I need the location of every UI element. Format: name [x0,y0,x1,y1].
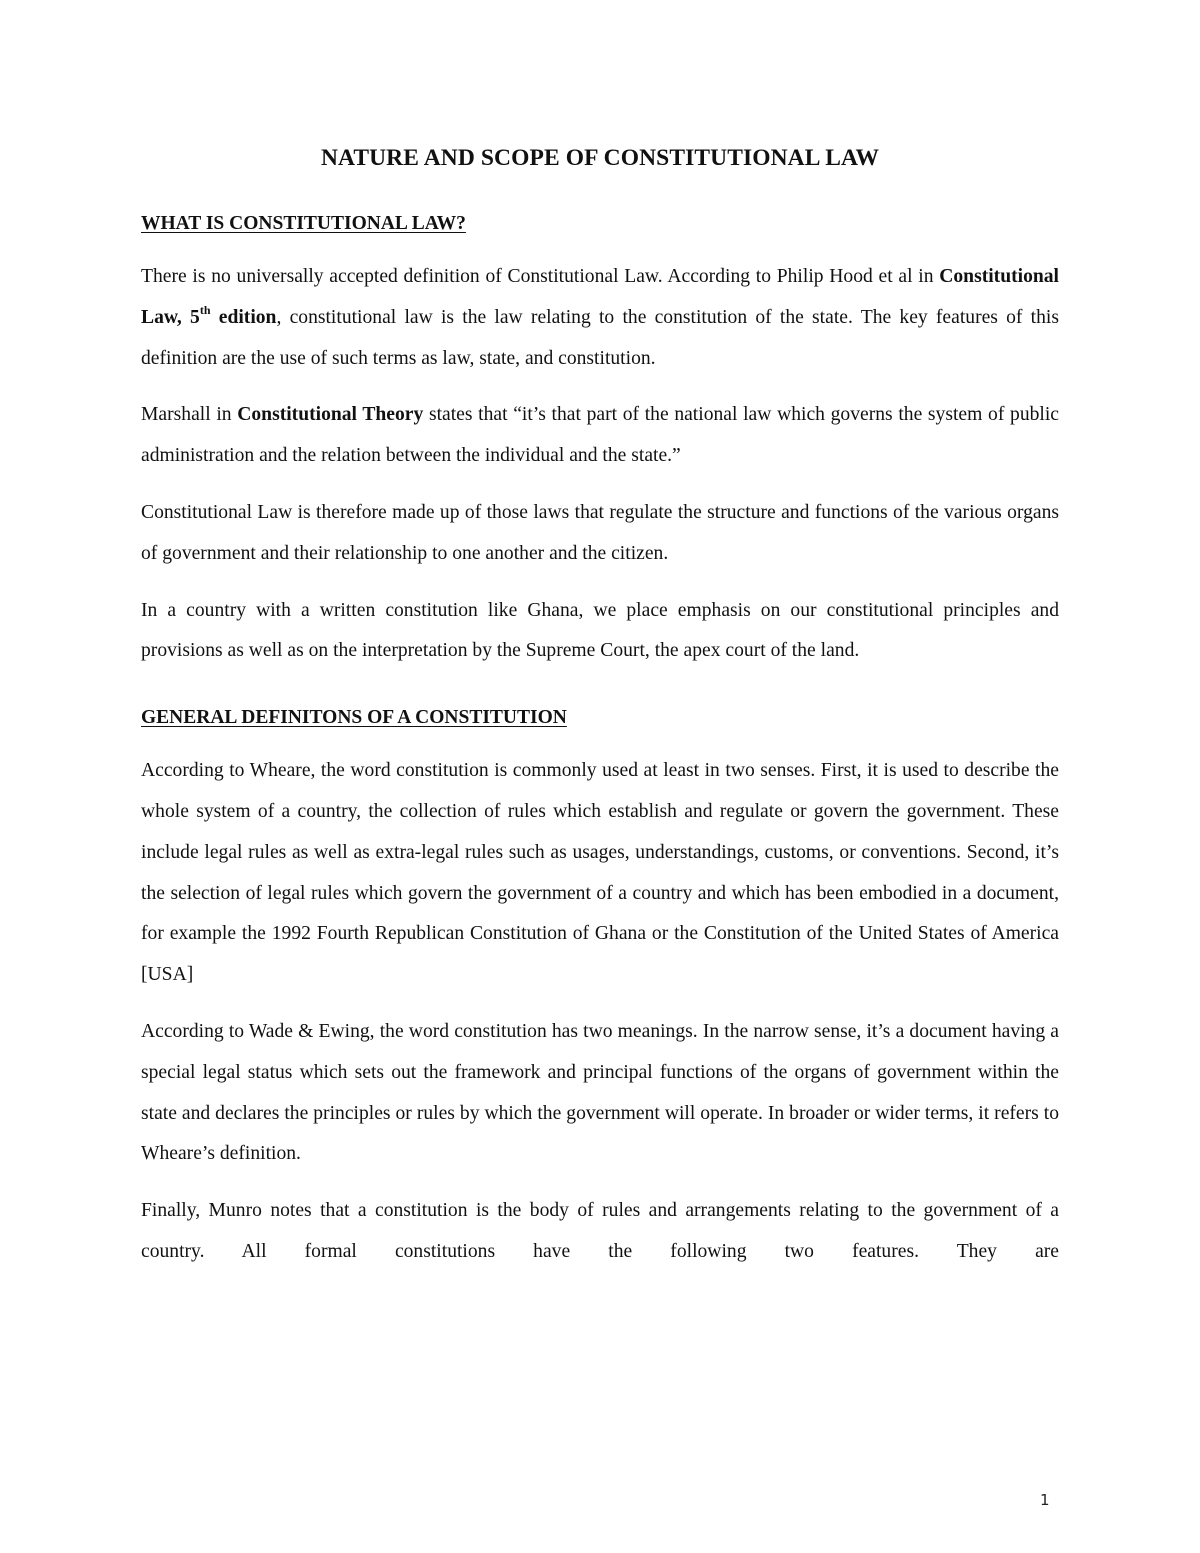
book-title-constitutional-theory: Constitutional Theory [237,404,424,426]
document-title: NATURE AND SCOPE OF CONSTITUTIONAL LAW [320,145,880,171]
section-heading-general-definitions: GENERAL DEFINITONS OF A CONSTITUTION [141,707,567,729]
document-body [141,138,1059,1273]
paragraph-wheare-definition: According to Wheare, the word constitution is commonly used at least in two senses. First, it is used to describe the whole system of a country, the collection of rules which establish and regulate or govern the government. These include legal rules as well as extra-legal rules such as usages, understandings, customs, or conventions. Second, it’s the selection of legal rules which govern the government of a country and which has been embodied in a document, for example the 1992 Fourth Republican Constitution of Ghana or the Constitution of the United States of America [USA] [141,760,1059,986]
paragraph-marshall-definition [141,395,1059,477]
book-title-constitutional-law: Constitutional Law, 5th edition [141,266,1059,328]
superscript-th: th [199,303,211,318]
paragraph-text: states that “it’s that part of the national law which governs the system of public administration and the relation between the individual and the state.” [141,404,1059,467]
paragraph-ghana-written-constitution: In a country with a written constitution like Ghana, we place emphasis on our constitutional principles and provisions as well as on the interpretation by the Supreme Court, the apex court of the land. [141,599,1059,662]
paragraph-hood-definition [141,257,1059,379]
paragraph-munro-definition: Finally, Munro notes that a constitution is the body of rules and arrangements relating to the government of a country. All formal constitutions have the following two features. They are [141,1200,1059,1262]
paragraph-constitutional-law-summary: Constitutional Law is therefore made up of those laws that regulate the structure and functions of the various organs of government and their relationship to one another and the citizen. [141,501,1059,564]
paragraph-text: , constitutional law is the law relating to the constitution of the state. The key features of this definition are the use of such terms as law, state, and constitution. [141,306,1059,369]
section-heading-what-is-constitutional-law: WHAT IS CONSTITUTIONAL LAW? [141,213,466,234]
paragraph-text: Marshall in [141,404,238,426]
paragraph-text: There is no universally accepted definition of Constitutional Law. According to Philip Hood et al in [141,266,940,287]
page-number: 1 [1040,1491,1050,1509]
paragraph-wade-ewing-definition: According to Wade & Ewing, the word constitution has two meanings. In the narrow sense, it’s a document having a special legal status which sets out the framework and principal functions of the organs of government within the state and declares the principles or rules by which the government will operate. In broader or wider terms, it refers to Wheare’s definition. [141,1020,1059,1165]
